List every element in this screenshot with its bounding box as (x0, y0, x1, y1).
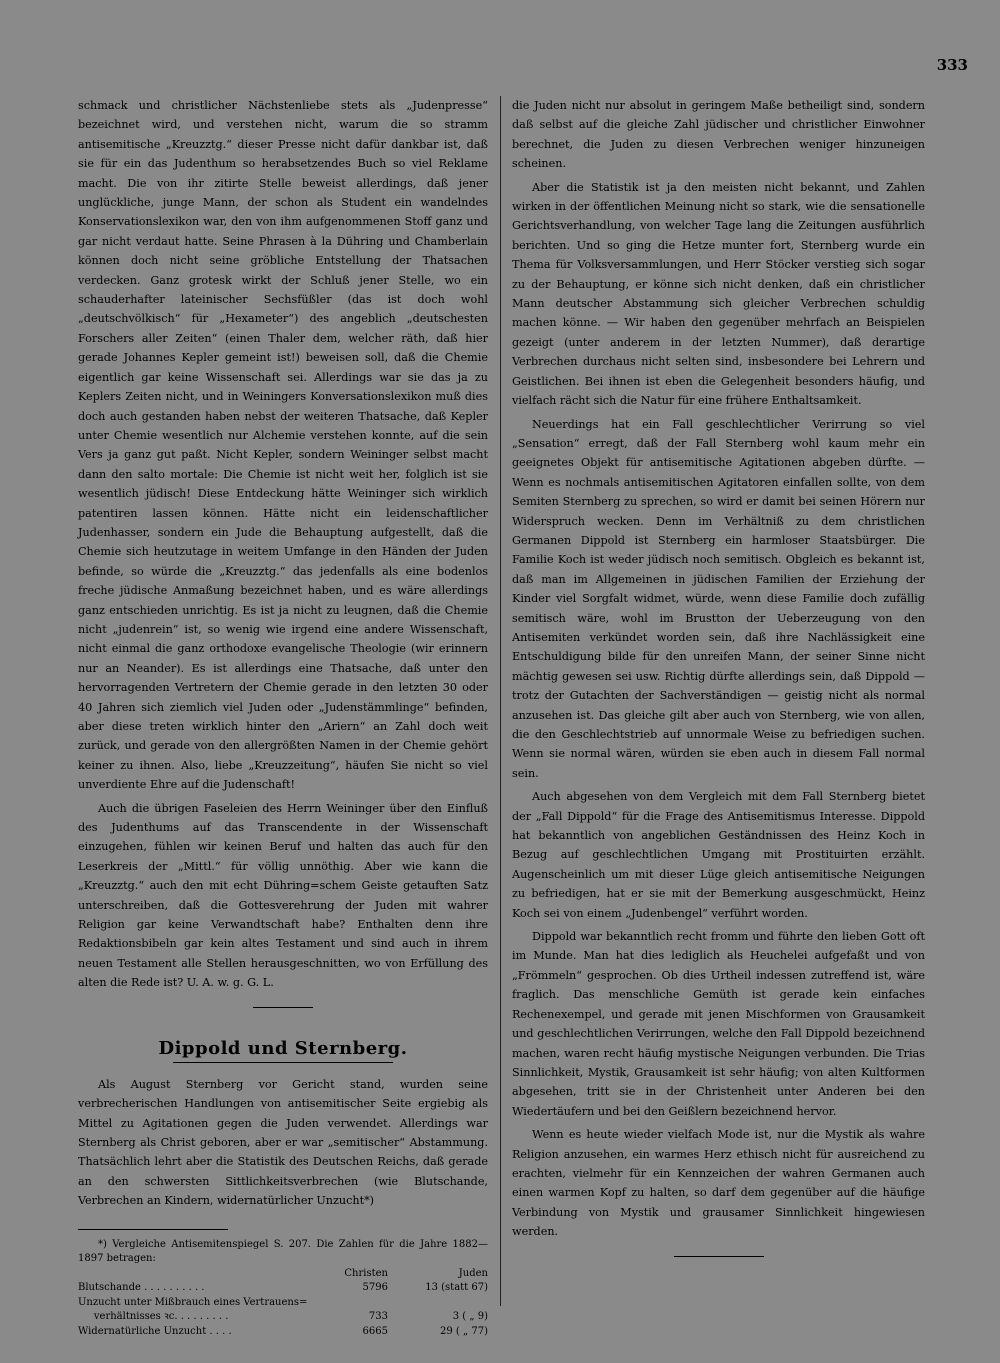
left-paragraph-2: Auch die übrigen Faseleien des Herrn Weininger über den Einfluß des Judenthums auf das Transcendente in der Wissenschaft einzugehen, fühlen wir keinen Beruf und halten das auch für den Leserkreis der „Mittl.“ für völlig unnöthig. Aber wie kann die „Kreuzztg.“ auch den mit echt Dühring=schem Geiste getauften Satz unterschreiben, daß die Gottesverehrung der Juden mit wahrer Religion gar keine Verwandtschaft habe? Enthalten denn ihre Redaktionsbibeln gar kein altes Testament und sind auch in ihrem neuen Testament alle Stellen herausgeschnitten, wo von Erfüllung des alten die Rede ist? U. A. w. g. G. L. (78, 801, 488, 990)
row-label: verhältnisses ꝛc. . . . . . . . . (78, 1311, 229, 1323)
footnote (78, 1238, 488, 1340)
row-label: Widernatürliche Unzucht . . . . (78, 1325, 232, 1337)
right-paragraph-4: Auch abgesehen von dem Vergleich mit dem Fall Sternberg bietet der „Fall Dippold“ für die Frage des Antisemitismus Interesse. Dippold hat bekanntlich von angeblichen Geständnissen des Heinz Koch in Bezug auf geschlechtlichen Umgang mit Prostituirten erzählt. Augenscheinlich um mit dieser Lüge gleich antisemitische Neigungen zu befriedigen, hat er sie mit der Bemerkung ausgeschmückt, Heinz Koch sei von einem „Judenbengel“ verführt worden. (512, 790, 925, 920)
section-heading (78, 1038, 488, 1063)
left-paragraph-1: schmack und christlicher Nächstenliebe stets als „Judenpresse“ bezeichnet wird, und verstehen nicht, warum die so stramm antisemitische „Kreuzztg.“ dieser Presse nicht dafür dankbar ist, daß sie für ein das Judenthum so herabsetzendes Buch so viel Reklame macht. Die von ihr zitirte Stelle beweist allerdings, daß jener unglückliche, junge Mann, der schon als Student ein wandelndes Konservationslexikon war, den von ihm aufgenommenen Stoff ganz und gar nicht verdaut hatte. Seine Phrasen à la Dühring und Chamberlain können doch nicht seine gröbliche Entstellung der Thatsachen verdecken. Ganz grotesk wirkt der Schluß jener Stelle, wo ein schauderhafter lateinischer Sechsfüßler (das ist doch wohl „deutschvölkisch“ für „Hexameter“) des angeblich „deutschesten Forschers aller Zeiten“ (einen Thaler dem, welcher räth, daß hier gerade Johannes Kepler gemeint ist!) beweisen soll, daß die Chemie eigentlich gar keine Wissenschaft sei. Allerdings war sie das ja zu Keplers Zeiten nicht, und in Weiningers Konversationslexikon muß dies doch auch gestanden haben nebst der weiteren Thatsache, daß Kepler unter Chemie wesentlich nur Alchemie verstehen konnte, auf die sein Vers ja ganz gut paßt. Nicht Kepler, sondern Weininger selbst macht dann den salto mortale: Die Chemie ist nicht weit her, folglich ist sie wesentlich jüdisch! Diese Entdeckung hätte Weininger sich wirklich patentiren lassen können. Hätte nicht ein leidenschaftlicher Judenhasser, sondern ein Jude die Behauptung aufgestellt, daß die Chemie sich heutzutage in weitem Umfange in den Händen der Juden befinde, so würde die „Kreuzztg.“ das jedenfalls als eine bodenlos freche jüdische Anmaßung bezeichnet haben, und es wäre allerdings ganz entschieden unrichtig. Es ist ja nicht zu leugnen, daß die Chemie nicht „judenrein“ ist, so wenig wie irgend eine andere Wissenschaft, nicht einmal die ganz orthodoxe evangelische Theologie (wir erinnern nur an Neander). Es ist allerdings eine Thatsache, daß unter den hervorragenden Vertretern der Chemie gerade in den letzten 30 oder 40 Jahren sich ziemlich viel Juden oder „Judenstämmlinge“ befinden, aber diese treten wirklich hinter den „Ariern“ an Zahl doch weit zurück, und gerade von den allergrößten Namen in der Chemie gehört keiner zu ihnen. Also, liebe „Kreuzzeitung“, häufen Sie nicht so viel unverdiente Ehre auf die Judenschaft! (78, 99, 488, 792)
page-number: 333 (936, 56, 968, 74)
footnote-table (78, 1267, 488, 1340)
footnote-intro: *) Vergleiche Antisemitenspiegel S. 207. Die Zahlen für die Jahre 1882—1897 betragen: (78, 1238, 488, 1265)
row-christen: 5796 (362, 1282, 388, 1294)
table-row (78, 1325, 488, 1340)
row-juden: 13 (statt 67) (425, 1282, 488, 1294)
col-christen: Christen (344, 1267, 388, 1279)
row-label: Blutschande . . . . . . . . . . (78, 1282, 205, 1294)
right-paragraph-2: Aber die Statistik ist ja den meisten nicht bekannt, und Zahlen wirken in der öffentlichen Meinung nicht so stark, wie die sensationelle Gerichtsverhandlung, von welcher Tage lang die Zeitungen ausführlich berichten. Und so ging die Hetze munter fort, Sternberg wurde ein Thema für Volksversammlungen, und Herr Stöcker verstieg sich sogar zu der Behauptung, er könne sich nicht denken, daß ein christlicher Mann deutscher Abstammung sich gleicher Verbrechen schuldig machen könne. — Wir haben den gegenüber mehrfach an Beispielen gezeigt (unter anderem in der letzten Nummer), daß derartige Verbrechen durchaus nicht selten sind, insbesondere bei Lehrern und Geistlichen. Bei ihnen ist eben die Gelegenheit besonders häufig, und vielfach rächt sich die Natur für eine frühere Enthaltsamkeit. (512, 180, 925, 408)
row-juden (388, 1296, 488, 1311)
row-label: Unzucht unter Mißbrauch eines Vertrauens= (78, 1296, 308, 1308)
column-divider (500, 96, 501, 1306)
row-juden: 29 ( „ 77) (440, 1325, 488, 1337)
article-end-rule (674, 1256, 764, 1257)
right-paragraph-1: die Juden nicht nur absolut in geringem Maße betheiligt sind, sondern daß selbst auf die gleiche Zahl jüdischer und christlicher Einwohner berechnet, die Juden zu diesen Verbrechen weniger hinzuneigen scheinen. (512, 99, 925, 171)
right-column (512, 96, 925, 1257)
table-row (78, 1296, 488, 1311)
right-paragraph-6: Wenn es heute wieder vielfach Mode ist, nur die Mystik als wahre Religion anzusehen, ein warmes Herz ethisch nicht für ausreichend zu erachten, vielmehr für ein Kennzeichen der wahren Germanen auch einen warmen Kopf zu halten, so darf dem gegenüber auf die häufige Verbindung von Mystik und grausamer Sinnlichkeit hingewiesen werden. (512, 1128, 925, 1239)
row-christen: 6665 (362, 1325, 388, 1337)
table-row (78, 1281, 488, 1296)
row-juden: 3 ( „ 9) (452, 1311, 488, 1323)
article-end-rule (253, 1007, 313, 1008)
col-juden: Juden (458, 1267, 488, 1279)
right-paragraph-5: Dippold war bekanntlich recht fromm und führte den lieben Gott oft im Munde. Man hat dies lediglich als Heuchelei aufgefaßt und von „Frömmeln“ gesprochen. Ob dies Urtheil indessen zutreffend ist, wäre fraglich. Das menschliche Gemüth ist gerade kein einfaches Rechenexempel, und gerade mit jenen Mischformen von Grausamkeit und geschlechtlichen Verirrungen, welche den Fall Dippold bezeichnend machen, waren recht häufig mystische Neigungen verbunden. Die Trias Sinnlichkeit, Mystik, Grausamkeit ist sehr häufig; von alten Kultformen abgesehen, tritt sie in der Christenheit unter Anderen bei den Wiedertäufern und bei den Geißlern bezeichnend hervor. (512, 930, 925, 1118)
footnote-rule (78, 1229, 228, 1230)
left-column (78, 96, 488, 1339)
table-row (78, 1310, 488, 1325)
row-christen: 733 (368, 1311, 388, 1323)
section-paragraph: Als August Sternberg vor Gericht stand, wurden seine verbrecherischen Handlungen von antisemitischer Seite ergiebig als Mittel zu Agitationen gegen die Juden verwendet. Allerdings war Sternberg als Christ geboren, aber er war „semitischer“ Abstammung. Thatsächlich lehrt aber die Statistik des Deutschen Reichs, daß gerade an den schwersten Sittlichkeitsverbrechen (wie Blutschande, Verbrechen an Kindern, widernatürlicher Unzucht*) (78, 1077, 488, 1208)
footnote-table-header (78, 1267, 488, 1282)
section-heading-text: Dippold und Sternberg. (158, 1037, 408, 1059)
row-christen (338, 1296, 388, 1311)
right-paragraph-3: Neuerdings hat ein Fall geschlechtlicher Verirrung so viel „Sensation“ erregt, daß der Fall Sternberg wohl kaum mehr ein geeignetes Objekt für antisemitische Agitationen abgeben dürfte. — Wenn es nochmals antisemitischen Agitatoren einfallen sollte, von dem Semiten Sternberg zu sprechen, so wird er damit bei seinen Hörern nur Widerspruch wecken. Denn im Verhältniß zu dem christlichen Germanen Dippold ist Sternberg ein harmloser Staatsbürger. Die Familie Koch ist weder jüdisch noch semitisch. Obgleich es bekannt ist, daß man im Allgemeinen in jüdischen Familien der Erziehung der Kinder viel Sorgfalt widmet, würde, wenn diese Familie doch zufällig semitisch wäre, wohl im Brustton der Ueberzeugung von den Antisemiten verkündet worden sein, daß ihre Nachlässigkeit eine Entschuldigung bilde für den unreifen Mann, der seiner Sinne nicht mächtig gewesen sei usw. Richtig dürfte allerdings sein, daß Dippold — trotz der Gutachten der Sachverständigen — geistig nicht als normal anzusehen ist. Das gleiche gilt aber auch von Sternberg, wie von allen, die den Geschlechtstrieb auf unnormale Weise zu befriedigen suchen. Wenn sie normal wären, würden sie eben auch in diesem Fall normal sein. (512, 417, 925, 780)
heading-underline (173, 1062, 393, 1063)
